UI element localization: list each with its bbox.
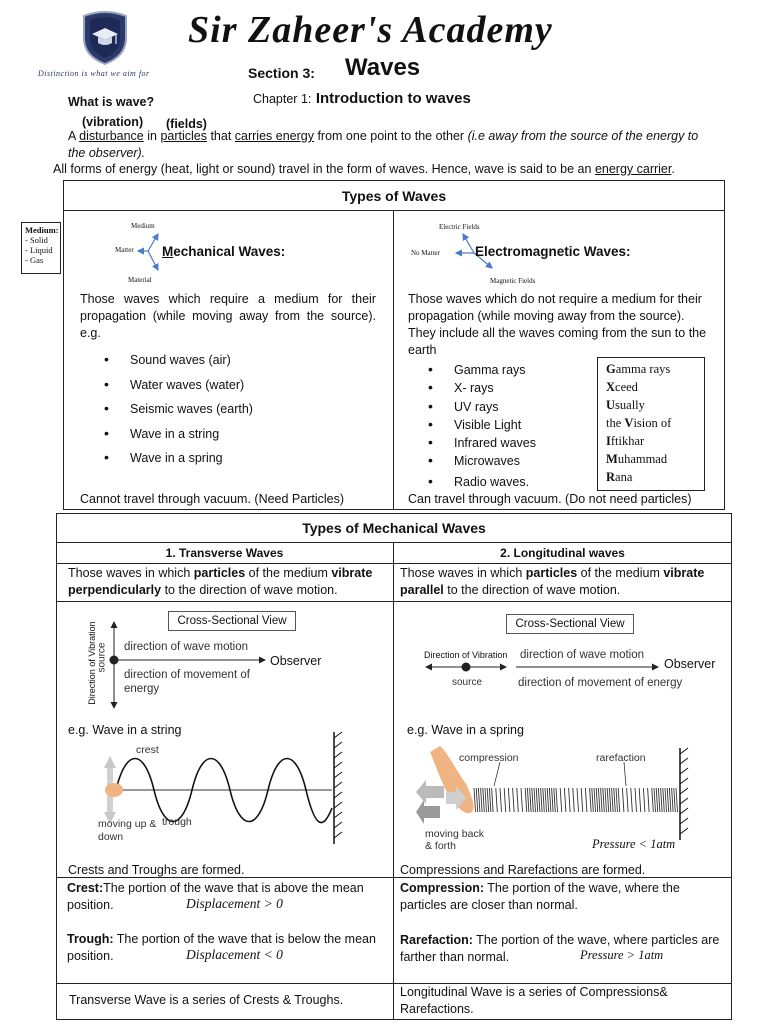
longitudinal-description: Those waves in which particles of the medium vibrate parallel to the direction of wave motion. — [400, 566, 705, 597]
transverse-source: source — [96, 642, 108, 673]
list-item: • Gamma rays — [404, 361, 594, 379]
mech-diagram-matter: Matter — [115, 246, 134, 254]
types-heading: Types of Waves — [341, 188, 447, 204]
spring-coil — [627, 788, 629, 812]
spring-wave-illustration — [416, 740, 692, 840]
mech-diagram-medium: Medium — [131, 222, 155, 230]
energy-carrier-line — [53, 161, 753, 178]
longitudinal-energy-move: direction of movement of energy — [518, 677, 683, 689]
transverse-eg: e.g. Wave in a string — [68, 723, 182, 737]
longitudinal-observer: Observer — [664, 657, 716, 671]
em-list — [404, 361, 594, 491]
spring-coil — [658, 788, 660, 812]
spring-coil — [521, 788, 523, 812]
transverse-formed: Crests and Troughs are formed. — [68, 863, 245, 877]
longitudinal-series: Longitudinal Wave is a series of Compressions& Rarefactions. — [400, 985, 668, 1016]
mnemonic-line: Muhammad — [606, 452, 668, 466]
spring-coil — [676, 788, 678, 812]
def-text: in — [143, 129, 161, 143]
crest-equation: Displacement > 0 — [186, 896, 283, 911]
medium-title: Medium: — [25, 225, 59, 235]
spring-coil — [534, 788, 536, 812]
chapter-label: Chapter 1: — [253, 92, 312, 106]
spring-coil — [508, 788, 510, 812]
list-item: • Wave in a spring — [80, 446, 380, 471]
trough-label: trough — [162, 816, 192, 828]
spring-coil — [504, 788, 506, 812]
spring-coil — [485, 788, 487, 812]
energy-carrier: energy carrier — [594, 162, 672, 176]
mech-title-rest: echanical Waves: — [173, 244, 286, 259]
spring-coil — [500, 788, 502, 812]
list-item: • UV rays — [404, 398, 594, 416]
spring-coils — [474, 788, 678, 812]
spring-coil — [585, 788, 587, 812]
longitudinal-formed: Compressions and Rarefactions are formed. — [400, 863, 646, 877]
spring-coil — [481, 788, 483, 812]
spring-coil — [616, 788, 618, 812]
rarefaction-definition: Rarefaction: The portion of the wave, where particles are farther than normal. — [400, 933, 720, 964]
spring-coil — [556, 788, 558, 812]
pressure-low: Pressure < 1atm — [592, 837, 676, 851]
spring-coil — [483, 788, 485, 812]
longitudinal-moving-label: moving back & forth — [425, 828, 484, 852]
transverse-series: Transverse Wave is a series of Crests & Troughs. — [69, 993, 344, 1007]
compression-definition: Compression: The portion of the wave, where the particles are closer than normal. — [400, 881, 680, 912]
transverse-observer: Observer — [270, 654, 322, 668]
spring-coil — [648, 788, 650, 812]
list-item: • X- rays — [404, 379, 594, 397]
spring-coil — [530, 788, 532, 812]
crest-definition: Crest:The portion of the wave that is above the mean position. — [67, 881, 364, 912]
def-italic: (i.e away from the source of the energy to the observer). — [68, 129, 699, 160]
energy-text: All forms of energy (heat, light or sound) travel in the form of waves. Hence, wave is said to be an — [53, 162, 595, 176]
transverse-title: 1. Transverse Waves — [165, 546, 284, 560]
section-name: Waves — [345, 54, 421, 81]
academy-title: Sir Zaheer's Academy — [188, 9, 553, 51]
compression-label: compression — [459, 752, 519, 764]
def-text: A — [68, 129, 80, 143]
spring-coil — [663, 788, 665, 812]
longitudinal-source: source — [452, 677, 483, 688]
longitudinal-cross-view-label: Cross-Sectional View — [506, 614, 634, 634]
spring-coil — [590, 788, 592, 812]
spring-coil — [635, 788, 637, 812]
spring-coil — [549, 788, 551, 812]
transverse-direction-arrows — [80, 608, 280, 718]
spring-coil — [541, 788, 543, 812]
transverse-wave-motion: direction of wave motion — [124, 641, 249, 653]
spring-coil — [527, 788, 529, 812]
spring-coil — [525, 788, 527, 812]
pressure-high: Pressure > 1atm — [580, 948, 664, 962]
em-description: Those waves which do not require a medium for their propagation (while moving away from the source). They include all the waves coming from the sun to the earth — [408, 292, 707, 357]
medium-item: - Gas — [25, 255, 44, 265]
spring-coil — [569, 788, 571, 812]
spring-coil — [652, 788, 654, 812]
em-footer: Can travel through vacuum. (Do not need particles) — [408, 492, 692, 506]
spring-coil — [601, 788, 603, 812]
transverse-moving-label: moving up & down — [98, 818, 157, 843]
spring-coil — [513, 788, 515, 812]
spring-coil — [492, 788, 494, 812]
spring-coil — [573, 788, 575, 812]
transverse-dir-vibration: Direction of Vibration — [87, 621, 97, 705]
spring-coil — [594, 788, 596, 812]
spring-coil — [536, 788, 538, 812]
wave-definition — [68, 128, 708, 162]
em-mnemonic-box — [597, 357, 705, 491]
list-item: • Microwaves — [404, 452, 594, 470]
longitudinal-title: 2. Longitudinal waves — [500, 546, 625, 560]
spring-coil — [614, 788, 616, 812]
em-diagram-no-matter: No Matter — [411, 249, 440, 257]
medium-item: - Liquid — [25, 245, 53, 255]
spring-coil — [577, 788, 579, 812]
spring-coil — [674, 788, 676, 812]
list-item: • Water waves (water) — [80, 373, 380, 398]
mech-title-first: M — [162, 244, 174, 259]
trough-definition: Trough: The portion of the wave that is below the mean position. — [67, 932, 376, 963]
chapter-name: Introduction to waves — [315, 90, 471, 107]
energy-end: . — [671, 162, 675, 176]
spring-coil — [545, 788, 547, 812]
medium-item: - Solid — [25, 235, 48, 245]
mechanical-footer: Cannot travel through vacuum. (Need Particles) — [80, 492, 345, 506]
em-diagram-electric: Electric Fields — [439, 223, 480, 231]
spring-coil — [547, 788, 549, 812]
spring-coil — [612, 788, 614, 812]
transverse-description: Those waves in which particles of the medium vibrate perpendicularly to the direction of wave motion. — [68, 566, 373, 597]
spring-coil — [564, 788, 566, 812]
shield-icon — [76, 6, 134, 66]
spring-coil — [596, 788, 598, 812]
spring-coil — [552, 788, 554, 812]
mnemonic-line: Rana — [606, 470, 633, 484]
list-item: • Radio waves. — [404, 473, 594, 491]
wave-question: What is wave? — [68, 95, 155, 109]
list-item: • Seismic waves (earth) — [80, 397, 380, 422]
note-fields: (fields) — [166, 117, 207, 131]
def-carries-energy: carries energy — [234, 129, 314, 143]
spring-coil — [478, 788, 480, 812]
rarefaction-label: rarefaction — [596, 752, 646, 764]
spring-coil — [592, 788, 594, 812]
spring-coil — [581, 788, 583, 812]
spring-coil — [618, 788, 620, 812]
mechanical-types-heading: Types of Mechanical Waves — [302, 520, 486, 536]
transverse-cross-view-label: Cross-Sectional View — [168, 611, 296, 631]
mnemonic-line: the Vision of — [606, 416, 672, 430]
spring-coil — [476, 788, 478, 812]
spring-coil — [605, 788, 607, 812]
spring-coil — [543, 788, 545, 812]
longitudinal-eg: e.g. Wave in a spring — [407, 723, 524, 737]
def-text: from one point to the other — [313, 129, 468, 143]
em-title: Electromagnetic Waves: — [475, 244, 631, 259]
mnemonic-line: Iftikhar — [606, 434, 645, 448]
spring-coil — [665, 788, 667, 812]
note-vibration: (vibration) — [82, 115, 144, 129]
spring-coil — [631, 788, 633, 812]
def-text: that — [206, 129, 235, 143]
spring-coil — [603, 788, 605, 812]
longitudinal-wave-motion: direction of wave motion — [520, 649, 645, 661]
mech-diagram-material: Material — [128, 276, 152, 284]
spring-coil — [532, 788, 534, 812]
spring-coil — [489, 788, 491, 812]
transverse-energy-move: direction of movement of energy — [124, 669, 250, 695]
spring-coil — [517, 788, 519, 812]
spring-coil — [538, 788, 540, 812]
spring-coil — [474, 788, 476, 812]
def-particles: particles — [160, 129, 207, 143]
crest-label: crest — [136, 744, 159, 756]
spring-coil — [554, 788, 556, 812]
spring-coil — [672, 788, 674, 812]
spring-coil — [496, 788, 498, 812]
list-item: • Sound waves (air) — [80, 348, 380, 373]
spring-coil — [622, 788, 624, 812]
def-disturbance: disturbance — [79, 129, 144, 143]
section-label: Section 3: — [248, 65, 315, 81]
longitudinal-dir-vibration: Direction of Vibration — [424, 650, 508, 660]
spring-coil — [667, 788, 669, 812]
chapter-line — [253, 90, 471, 108]
mnemonic-line: Usually — [606, 398, 645, 412]
trough-equation: Displacement < 0 — [186, 947, 283, 962]
spring-coil — [643, 788, 645, 812]
medium-note — [21, 222, 61, 274]
em-diagram-magnetic: Magnetic Fields — [490, 277, 536, 285]
spring-coil — [639, 788, 641, 812]
mnemonic-line: Xceed — [606, 380, 638, 394]
list-item: • Infrared waves — [404, 434, 594, 452]
spring-coil — [560, 788, 562, 812]
academy-logo — [76, 6, 134, 66]
list-item: • Visible Light — [404, 416, 594, 434]
spring-coil — [598, 788, 600, 812]
mnemonic-line: Gamma rays — [606, 362, 671, 376]
spring-coil — [487, 788, 489, 812]
mechanical-title — [162, 244, 285, 259]
academy-motto: Distinction is what we aim for — [38, 69, 150, 78]
spring-coil — [654, 788, 656, 812]
spring-coil — [661, 788, 663, 812]
mechanical-description: Those waves which require a medium for their propagation (while moving away from the source). e.g. — [80, 292, 376, 340]
spring-coil — [669, 788, 671, 812]
spring-coil — [609, 788, 611, 812]
mechanical-list — [80, 348, 380, 471]
spring-coil — [607, 788, 609, 812]
list-item: • Wave in a string — [80, 422, 380, 447]
spring-coil — [656, 788, 658, 812]
